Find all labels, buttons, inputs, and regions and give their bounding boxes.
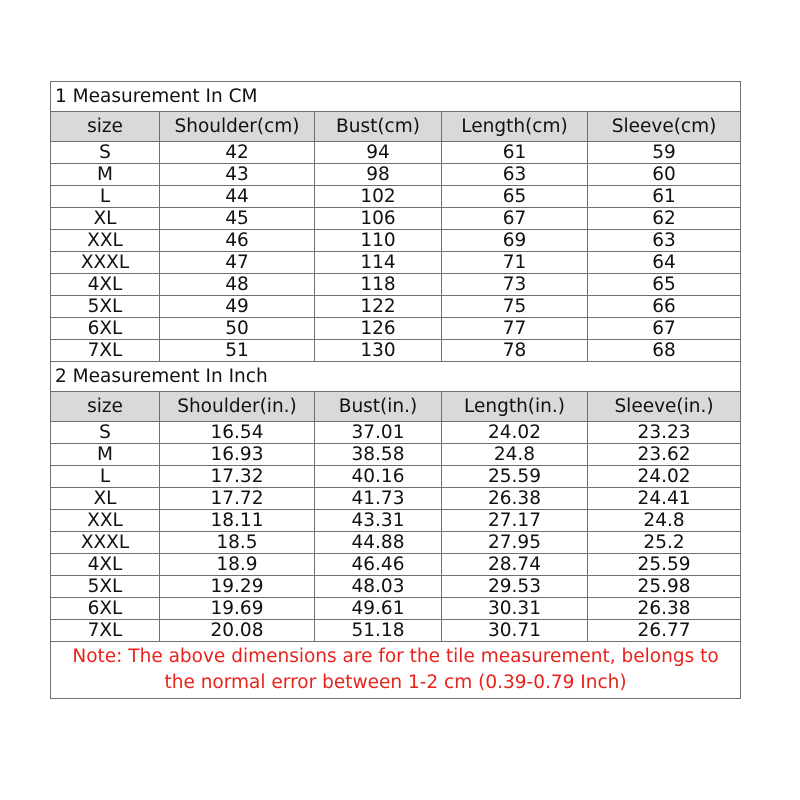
measurement-cell: 51 — [160, 340, 315, 362]
measurement-cell: 16.54 — [160, 422, 315, 444]
measurement-cell: 49 — [160, 296, 315, 318]
measurement-cell: 25.2 — [588, 532, 741, 554]
table-row — [51, 340, 741, 362]
measurement-cell: 38.58 — [315, 444, 442, 466]
measurement-cell: 49.61 — [315, 598, 442, 620]
measurement-cell: 118 — [315, 274, 442, 296]
size-cell: 6XL — [51, 318, 160, 340]
measurement-cell: 60 — [588, 164, 741, 186]
table-row — [51, 444, 741, 466]
measurement-cell: 61 — [588, 186, 741, 208]
measurement-cell: 44.88 — [315, 532, 442, 554]
size-chart-table — [50, 81, 741, 699]
size-cell: L — [51, 186, 160, 208]
measurement-cell: 126 — [315, 318, 442, 340]
table-row — [51, 576, 741, 598]
note-text-line2: the normal error between 1-2 cm (0.39-0.79 Inch) — [164, 672, 627, 693]
measurement-cell: 24.8 — [442, 444, 588, 466]
size-cell: XL — [51, 488, 160, 510]
measurement-cell: 20.08 — [160, 620, 315, 642]
table-row — [51, 620, 741, 642]
table-row — [51, 186, 741, 208]
measurement-cell: 106 — [315, 208, 442, 230]
size-cell: XL — [51, 208, 160, 230]
measurement-cell: 19.69 — [160, 598, 315, 620]
measurement-note — [51, 642, 741, 699]
size-cell: S — [51, 142, 160, 164]
measurement-cell: 42 — [160, 142, 315, 164]
size-chart-body — [51, 82, 741, 699]
measurement-cell: 110 — [315, 230, 442, 252]
size-cell: S — [51, 422, 160, 444]
measurement-cell: 102 — [315, 186, 442, 208]
measurement-cell: 46.46 — [315, 554, 442, 576]
table-row — [51, 318, 741, 340]
measurement-cell: 18.11 — [160, 510, 315, 532]
section-title-row-cm — [51, 82, 741, 112]
measurement-cell: 25.98 — [588, 576, 741, 598]
measurement-cell: 26.38 — [442, 488, 588, 510]
table-row — [51, 296, 741, 318]
measurement-cell: 43 — [160, 164, 315, 186]
section-title-cm: 1 Measurement In CM — [51, 82, 741, 112]
size-cell: XXL — [51, 510, 160, 532]
column-header: Shoulder(in.) — [160, 392, 315, 422]
measurement-cell: 23.62 — [588, 444, 741, 466]
size-cell: 7XL — [51, 620, 160, 642]
note-row — [51, 642, 741, 699]
table-row — [51, 142, 741, 164]
measurement-cell: 18.5 — [160, 532, 315, 554]
measurement-cell: 71 — [442, 252, 588, 274]
size-cell: L — [51, 466, 160, 488]
measurement-cell: 59 — [588, 142, 741, 164]
size-cell: 5XL — [51, 296, 160, 318]
measurement-cell: 98 — [315, 164, 442, 186]
measurement-cell: 78 — [442, 340, 588, 362]
measurement-cell: 130 — [315, 340, 442, 362]
measurement-cell: 61 — [442, 142, 588, 164]
measurement-cell: 17.72 — [160, 488, 315, 510]
measurement-cell: 51.18 — [315, 620, 442, 642]
measurement-cell: 69 — [442, 230, 588, 252]
size-cell: M — [51, 164, 160, 186]
size-cell: XXXL — [51, 252, 160, 274]
measurement-cell: 73 — [442, 274, 588, 296]
measurement-cell: 65 — [588, 274, 741, 296]
measurement-cell: 66 — [588, 296, 741, 318]
measurement-cell: 40.16 — [315, 466, 442, 488]
measurement-cell: 62 — [588, 208, 741, 230]
measurement-cell: 27.17 — [442, 510, 588, 532]
measurement-cell: 77 — [442, 318, 588, 340]
measurement-cell: 45 — [160, 208, 315, 230]
measurement-cell: 64 — [588, 252, 741, 274]
section-title-row-inch — [51, 362, 741, 392]
table-row — [51, 510, 741, 532]
table-row — [51, 488, 741, 510]
table-row — [51, 230, 741, 252]
note-text-line1: Note: The above dimensions are for the tile measurement, belongs to — [72, 646, 719, 667]
measurement-cell: 30.71 — [442, 620, 588, 642]
size-cell: M — [51, 444, 160, 466]
measurement-cell: 29.53 — [442, 576, 588, 598]
column-header: Sleeve(cm) — [588, 112, 741, 142]
column-header: Sleeve(in.) — [588, 392, 741, 422]
measurement-cell: 122 — [315, 296, 442, 318]
column-header: Length(in.) — [442, 392, 588, 422]
measurement-cell: 46 — [160, 230, 315, 252]
size-cell: 6XL — [51, 598, 160, 620]
measurement-cell: 48 — [160, 274, 315, 296]
measurement-cell: 50 — [160, 318, 315, 340]
measurement-cell: 24.8 — [588, 510, 741, 532]
measurement-cell: 17.32 — [160, 466, 315, 488]
measurement-cell: 19.29 — [160, 576, 315, 598]
measurement-cell: 63 — [442, 164, 588, 186]
measurement-cell: 30.31 — [442, 598, 588, 620]
measurement-cell: 63 — [588, 230, 741, 252]
measurement-cell: 67 — [442, 208, 588, 230]
section-title-inch: 2 Measurement In Inch — [51, 362, 741, 392]
measurement-cell: 43.31 — [315, 510, 442, 532]
measurement-cell: 24.41 — [588, 488, 741, 510]
size-cell: XXXL — [51, 532, 160, 554]
column-header: Length(cm) — [442, 112, 588, 142]
measurement-cell: 18.9 — [160, 554, 315, 576]
measurement-cell: 25.59 — [588, 554, 741, 576]
measurement-cell: 24.02 — [442, 422, 588, 444]
size-cell: 4XL — [51, 554, 160, 576]
measurement-cell: 68 — [588, 340, 741, 362]
measurement-cell: 27.95 — [442, 532, 588, 554]
column-header: size — [51, 112, 160, 142]
table-row — [51, 164, 741, 186]
measurement-cell: 47 — [160, 252, 315, 274]
table-row — [51, 532, 741, 554]
column-header: Bust(in.) — [315, 392, 442, 422]
measurement-cell: 94 — [315, 142, 442, 164]
measurement-cell: 24.02 — [588, 466, 741, 488]
measurement-cell: 28.74 — [442, 554, 588, 576]
measurement-cell: 114 — [315, 252, 442, 274]
measurement-cell: 67 — [588, 318, 741, 340]
measurement-cell: 26.77 — [588, 620, 741, 642]
measurement-cell: 25.59 — [442, 466, 588, 488]
header-row-inch — [51, 392, 741, 422]
table-row — [51, 466, 741, 488]
table-row — [51, 554, 741, 576]
size-cell: 7XL — [51, 340, 160, 362]
size-cell: XXL — [51, 230, 160, 252]
table-row — [51, 252, 741, 274]
measurement-cell: 75 — [442, 296, 588, 318]
table-row — [51, 274, 741, 296]
measurement-cell: 44 — [160, 186, 315, 208]
table-row — [51, 598, 741, 620]
measurement-cell: 37.01 — [315, 422, 442, 444]
table-row — [51, 422, 741, 444]
size-cell: 4XL — [51, 274, 160, 296]
measurement-cell: 16.93 — [160, 444, 315, 466]
size-cell: 5XL — [51, 576, 160, 598]
column-header: Shoulder(cm) — [160, 112, 315, 142]
measurement-cell: 48.03 — [315, 576, 442, 598]
measurement-cell: 23.23 — [588, 422, 741, 444]
measurement-cell: 41.73 — [315, 488, 442, 510]
measurement-cell: 65 — [442, 186, 588, 208]
column-header: size — [51, 392, 160, 422]
header-row-cm — [51, 112, 741, 142]
table-row — [51, 208, 741, 230]
measurement-cell: 26.38 — [588, 598, 741, 620]
column-header: Bust(cm) — [315, 112, 442, 142]
